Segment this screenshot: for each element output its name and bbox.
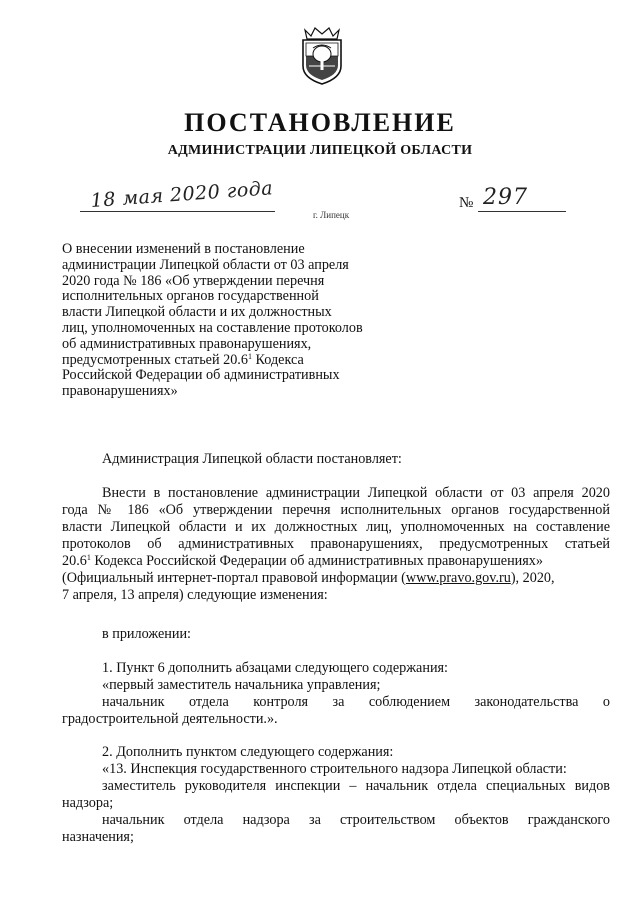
handwritten-date: 18 мая 2020 года [90,177,274,212]
heading-line: О внесении изменений в постановление [62,241,305,257]
item-2: 2. Дополнить пунктом следующего содержания: «13. Инспекция государственного строительного надзора Липецкой области: заместитель руководителя инспекции – начальник отдела специальных видов надзора; начальник отдела надзора за строительством объектов гражданского назначения; [62,744,610,845]
heading-line: власти Липецкой области и их должностных [62,304,332,321]
appendix-label: в приложении: [102,626,191,642]
resolution-heading [62,242,402,400]
intro-paragraph: Внести в постановление администрации Липецкой области от 03 апреля 2020 года № 186 «Об утверждении перечня исполнительных органов государственной власти Липецкой области и их должностных лиц, уполномоченных на составление протоколов об административных правонарушениях, предусмотренных статьей 20.6$^1$ Кодекса Российской Федерации об административных правонарушениях» (Официальный интернет-портал правовой информации (www.pravo.gov.ru), 2020, 7 апреля, 13 апреля) следующие изменения: [62,485,610,603]
item-1: 1. Пункт 6 дополнить абзацами следующего содержания: «первый заместитель начальника управления; начальник отдела контроля за соблюдением законодательства о градостроительной деятельности.». [62,660,610,727]
pravo-link[interactable]: www.pravo.gov.ru [405,570,511,586]
city-label: г. Липецк [313,210,350,220]
lipetsk-coat-of-arms-icon [297,22,347,86]
resolves-paragraph: Администрация Липецкой области постановляет: [102,451,402,467]
heading-line: об административных правонарушениях, [62,335,312,352]
heading-line: лиц, уполномоченных на составление протоколов [62,319,363,336]
document-subtitle: АДМИНИСТРАЦИИ ЛИПЕЦКОЙ ОБЛАСТИ [167,143,473,158]
number-underline [478,211,566,212]
number-sign: № [459,195,474,211]
heading-line: 2020 года № 186 «Об утверждении перечня [62,272,325,289]
handwritten-number: 297 [483,185,528,210]
heading-line: исполнительных органов государственной [62,288,319,305]
heading-line: Российской Федерации об административных [62,367,340,384]
heading-line: предусмотренных статьей 20.6$^1$ Кодекса [62,351,304,368]
heading-line: администрации Липецкой области от 03 апреля [62,256,349,273]
heading-line: правонарушениях» [62,383,178,400]
document-title: ПОСТАНОВЛЕНИЕ [184,108,456,137]
date-underline [80,211,275,212]
